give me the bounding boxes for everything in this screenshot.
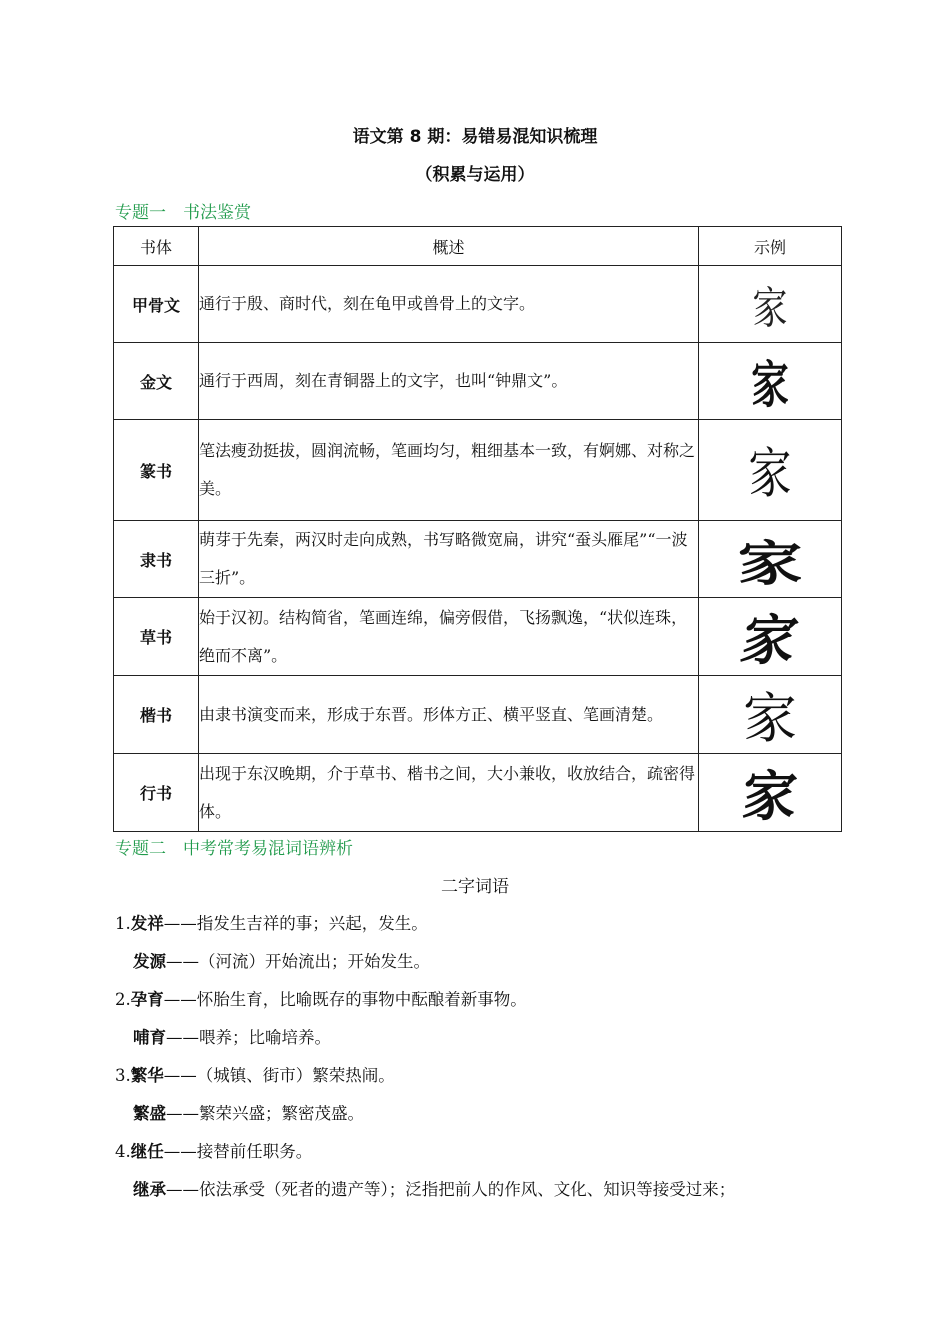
table-row (114, 343, 842, 420)
style-description: 始于汉初。结构简省，笔画连绵，偏旁假借，飞扬飘逸，“状似连珠，绝而不离”。 (199, 598, 699, 676)
style-name: 行书 (114, 754, 199, 832)
table-row (114, 676, 842, 754)
table-row (114, 598, 842, 676)
calligraphy-sample: 家 (743, 689, 797, 749)
style-description: 萌芽于先秦，两汉时走向成熟，书写略微宽扁，讲究“蚕头雁尾”“一波三折”。 (199, 521, 699, 598)
section2-heading: 专题二 中考常考易混词语辨析 (115, 839, 353, 859)
entry-definition: ——怀胎生育，比喻既存的事物中酝酿着新事物。 (163, 990, 527, 1009)
style-description: 由隶书演变而来，形成于东晋。形体方正、横平竖直、笔画清楚。 (199, 676, 699, 754)
entry-word: 繁盛 (133, 1104, 166, 1123)
entry-number: 1. (115, 914, 131, 933)
entry-word: 繁华 (130, 1066, 164, 1085)
entry-number: 2. (115, 990, 131, 1009)
calligraphy-sample: 家 (739, 764, 800, 828)
style-description: 通行于殷、商时代，刻在龟甲或兽骨上的文字。 (199, 266, 699, 343)
entry-definition: ——依法承受（死者的遗产等）；泛指把前人的作风、文化、知识等接受过来； (166, 1180, 736, 1199)
calligraphy-sample: 家 (748, 448, 792, 509)
entry-word: 继承 (133, 1180, 166, 1199)
style-description: 出现于东汉晚期，介于草书、楷书之间，大小兼收，收放结合，疏密得体。 (199, 754, 699, 832)
list-item (115, 986, 527, 1010)
entry-word: 孕育 (130, 990, 164, 1009)
entry-definition: ——（河流）开始流出；开始发生。 (166, 952, 430, 971)
table-row (114, 754, 842, 832)
entry-definition: ——（城镇、街市）繁荣热闹。 (163, 1066, 395, 1085)
style-name: 金文 (114, 343, 199, 420)
entry-number: 3. (115, 1066, 131, 1085)
list-item (133, 1100, 364, 1124)
section1-heading: 专题一 书法鉴赏 (115, 203, 251, 223)
calligraphy-sample: 家 (735, 609, 803, 672)
table-row (114, 420, 842, 521)
table-row (114, 266, 842, 343)
entry-definition: ——繁荣兴盛；繁密茂盛。 (166, 1104, 364, 1123)
entry-definition: ——接替前任职务。 (163, 1142, 313, 1161)
style-description: 通行于西周，刻在青铜器上的文字，也叫“钟鼎文”。 (199, 343, 699, 420)
column-header-overview: 概述 (199, 227, 699, 266)
style-name: 隶书 (114, 521, 199, 598)
table-row (114, 521, 842, 598)
calligraphy-sample: 家 (752, 283, 788, 334)
entry-number: 4. (115, 1142, 131, 1161)
column-header-style: 书体 (114, 227, 199, 266)
list-item (133, 948, 430, 972)
entry-definition: ——指发生吉祥的事；兴起，发生。 (163, 914, 428, 933)
calligraphy-table (113, 226, 842, 832)
entry-word: 发祥 (130, 914, 164, 933)
column-header-example: 示例 (699, 227, 842, 266)
page-title: 语文第 8 期：易错易混知识梳理 (352, 127, 598, 147)
list-item (133, 1176, 735, 1200)
list-item (115, 1062, 395, 1086)
calligraphy-sample: 家 (751, 357, 789, 413)
style-name: 篆书 (114, 420, 199, 521)
list-item (115, 910, 428, 934)
section2-subtitle: 二字词语 (441, 877, 509, 897)
style-name: 甲骨文 (114, 266, 199, 343)
calligraphy-sample: 家 (737, 535, 803, 592)
list-item (115, 1138, 312, 1162)
style-name: 草书 (114, 598, 199, 676)
style-description: 笔法瘦劲挺拔，圆润流畅，笔画均匀，粗细基本一致，有婀娜、对称之美。 (199, 420, 699, 521)
style-name: 楷书 (114, 676, 199, 754)
entry-word: 发源 (133, 952, 166, 971)
list-item (133, 1024, 331, 1048)
entry-definition: ——喂养；比喻培养。 (166, 1028, 331, 1047)
page-subtitle: （积累与运用） (415, 165, 535, 185)
entry-word: 继任 (130, 1142, 164, 1161)
entry-word: 哺育 (133, 1028, 166, 1047)
